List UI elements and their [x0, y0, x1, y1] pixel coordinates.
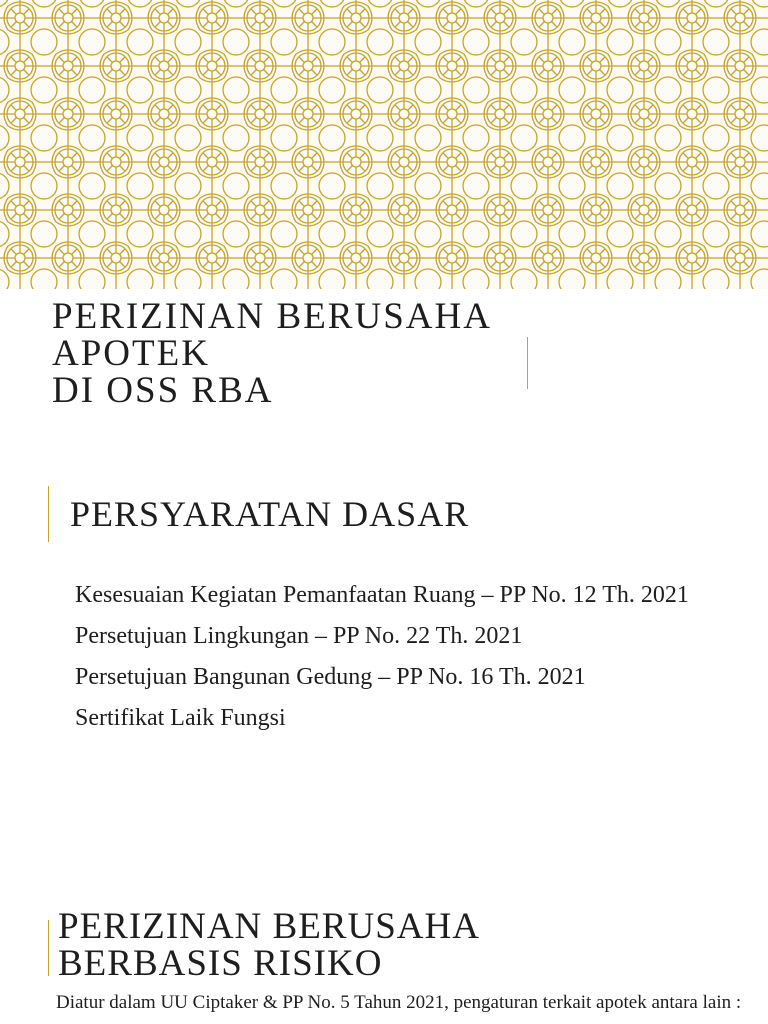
- section-heading-berbasis-risiko: [58, 908, 480, 982]
- title-line-1: PERIZINAN BERUSAHA: [52, 296, 492, 337]
- title-line-3: DI OSS RBA: [52, 370, 274, 411]
- title-accent-divider: [527, 337, 528, 389]
- list-item: Kesesuaian Kegiatan Pemanfaatan Ruang – PP No. 12 Th. 2021: [75, 582, 689, 608]
- section-heading-persyaratan-dasar: PERSYARATAN DASAR: [70, 494, 470, 534]
- section-accent-divider: [48, 920, 49, 976]
- risk-heading-line-1: PERIZINAN BERUSAHA: [58, 906, 480, 947]
- title-line-2: APOTEK: [52, 333, 210, 374]
- page-title: [52, 298, 492, 409]
- list-item: Sertifikat Laik Fungsi: [75, 705, 286, 731]
- list-item: Persetujuan Lingkungan – PP No. 22 Th. 2021: [75, 623, 523, 649]
- geometric-flower-pattern-icon: [0, 0, 768, 289]
- requirements-list: [75, 580, 715, 744]
- section-accent-divider: [48, 486, 49, 542]
- list-item: Persetujuan Bangunan Gedung – PP No. 16 Th. 2021: [75, 664, 586, 690]
- risk-heading-line-2: BERBASIS RISIKO: [58, 943, 383, 984]
- risk-body-text: Diatur dalam UU Ciptaker & PP No. 5 Tahun 2021, pengaturan terkait apotek antara lain :: [56, 992, 742, 1013]
- decorative-pattern-band: [0, 0, 768, 289]
